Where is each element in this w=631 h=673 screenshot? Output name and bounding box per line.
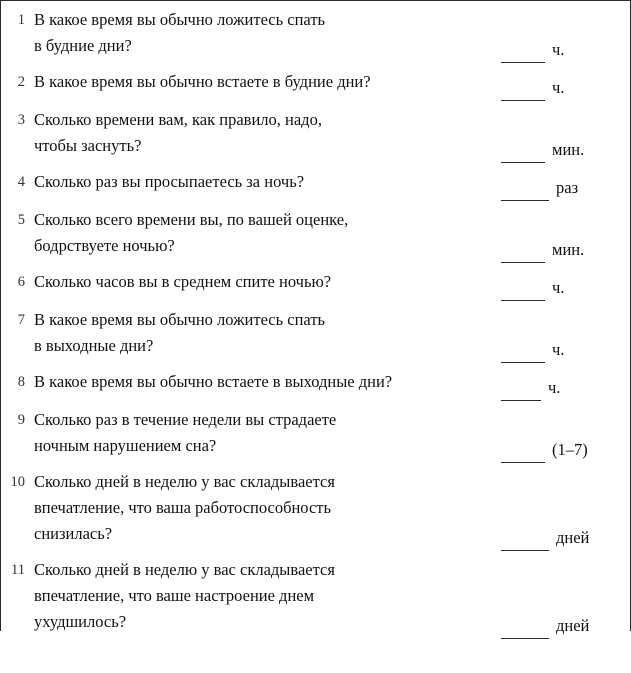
answer-blank[interactable] (501, 183, 549, 201)
question-text (34, 1, 501, 59)
question-text-line1: Сколько дней в неделю у вас складывается (34, 560, 335, 579)
question-number: 3 (17, 112, 25, 128)
question-text (34, 301, 501, 359)
answer-blank[interactable] (501, 83, 545, 101)
answer-area (501, 551, 619, 673)
answer-area (501, 1, 619, 71)
answer-blank[interactable] (501, 45, 545, 63)
question-text-line2: в выходные дни? (34, 336, 154, 355)
question-text-line1: Сколько раз в течение недели вы страдаете (34, 410, 337, 429)
question-text (34, 363, 501, 395)
answer-area (501, 301, 619, 371)
question-text-line1: Сколько часов вы в среднем спите ночью? (34, 272, 332, 291)
answer-unit: ч. (552, 278, 565, 297)
answer-area (501, 401, 619, 471)
question-text-line1: Сколько раз вы просыпаетесь за ночь? (34, 172, 305, 191)
question-text-line1: В какое время вы обычно встаете в будние дни? (34, 72, 371, 91)
question-row (0, 163, 631, 201)
question-row (0, 363, 631, 401)
question-number: 2 (17, 74, 25, 90)
question-row (0, 201, 631, 263)
question-text (34, 551, 501, 635)
question-text (34, 401, 501, 459)
answer-unit: ч. (548, 378, 561, 397)
question-number: 9 (17, 412, 25, 428)
answer-blank[interactable] (501, 283, 545, 301)
question-text (34, 263, 501, 295)
answer-blank[interactable] (501, 621, 549, 639)
answer-blank[interactable] (501, 145, 545, 163)
question-text-line1: В какое время вы обычно ложитесь спать (34, 310, 326, 329)
question-number: 1 (17, 12, 25, 28)
question-text-line2: в будние дни? (34, 36, 132, 55)
answer-blank[interactable] (501, 383, 541, 401)
question-number: 10 (10, 474, 25, 490)
question-text-line3: ухудшилось? (34, 612, 127, 631)
question-row (0, 263, 631, 301)
answer-unit: (1–7) (552, 440, 588, 459)
answer-unit: дней (556, 616, 590, 635)
answer-unit: ч. (552, 340, 565, 359)
question-text-line3: снизилась? (34, 524, 113, 543)
question-number: 4 (17, 174, 25, 190)
question-text (34, 63, 501, 95)
answer-unit: мин. (552, 140, 585, 159)
question-number: 6 (17, 274, 25, 290)
question-list (0, 1, 631, 635)
question-text-line1: В какое время вы обычно встаете в выходные дни? (34, 372, 393, 391)
question-number: 5 (17, 212, 25, 228)
question-text-line2: ночным нарушением сна? (34, 436, 217, 455)
question-text (34, 101, 501, 159)
question-text-line2: бодрствуете ночью? (34, 236, 175, 255)
answer-unit: дней (556, 528, 590, 547)
question-text-line2: впечатление, что ваша работоспособность (34, 498, 332, 517)
question-row (0, 101, 631, 163)
question-text-line1: В какое время вы обычно ложитесь спать (34, 10, 326, 29)
question-text-line1: Сколько времени вам, как правило, надо, (34, 110, 322, 129)
question-text (34, 463, 501, 547)
question-text (34, 163, 501, 195)
question-number: 11 (11, 562, 25, 578)
answer-blank[interactable] (501, 345, 545, 363)
question-row (0, 1, 631, 63)
answer-blank[interactable] (501, 245, 545, 263)
question-number: 8 (17, 374, 25, 390)
answer-unit: ч. (552, 40, 565, 59)
question-text-line2: впечатление, что ваше настроение днем (34, 586, 315, 605)
answer-unit: раз (556, 178, 579, 197)
question-row (0, 301, 631, 363)
answer-area (501, 101, 619, 171)
answer-unit: мин. (552, 240, 585, 259)
question-row (0, 463, 631, 551)
question-row (0, 63, 631, 101)
question-text (34, 201, 501, 259)
answer-blank[interactable] (501, 445, 545, 463)
answer-unit: ч. (552, 78, 565, 97)
question-row (0, 551, 631, 639)
question-text-line1: Сколько дней в неделю у вас складывается (34, 472, 335, 491)
answer-blank[interactable] (501, 533, 549, 551)
answer-area (501, 201, 619, 271)
question-number: 7 (17, 312, 25, 328)
question-text-line2: чтобы заснуть? (34, 136, 142, 155)
question-row (0, 401, 631, 463)
question-text-line1: Сколько всего времени вы, по вашей оценке, (34, 210, 349, 229)
